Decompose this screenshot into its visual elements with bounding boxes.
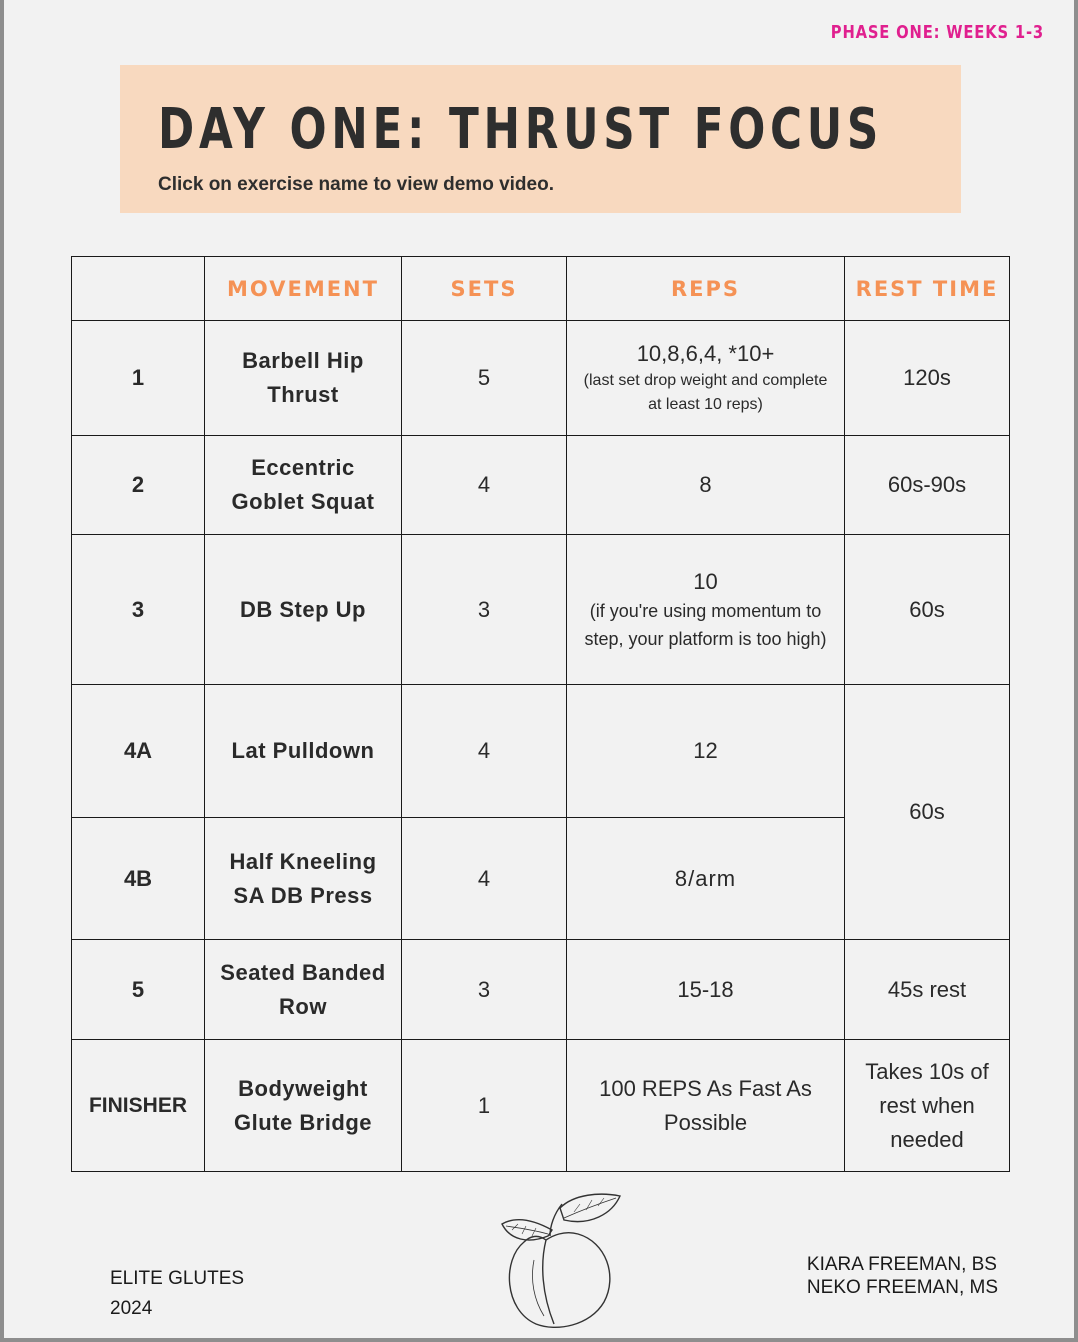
- table-row: [72, 1040, 1010, 1172]
- exercise-link[interactable]: Eccentric Goblet Squat: [205, 436, 402, 535]
- rest-cell: 60s: [845, 535, 1010, 685]
- exercise-number: 4A: [72, 685, 205, 818]
- reps-cell: [567, 321, 845, 436]
- header-rest-time: REST TIME: [845, 257, 1010, 321]
- footer-author-1: KIARA FREEMAN, BS: [806, 1254, 997, 1275]
- reps-value: 10: [693, 568, 718, 594]
- reps-value: 10,8,6,4, *10+: [636, 341, 775, 366]
- exercise-number: 5: [72, 940, 205, 1040]
- exercise-link[interactable]: Seated Banded Row: [205, 940, 402, 1040]
- exercise-number: 3: [72, 535, 205, 685]
- sets-cell: 3: [402, 535, 567, 685]
- reps-cell: 12: [567, 685, 845, 818]
- sets-cell: 4: [402, 436, 567, 535]
- exercise-number: 2: [72, 436, 205, 535]
- page-subtitle: Click on exercise name to view demo video.: [158, 174, 554, 195]
- exercise-link[interactable]: Bodyweight Glute Bridge: [205, 1040, 402, 1172]
- rest-cell: 120s: [845, 321, 1010, 436]
- exercise-number: FINISHER: [72, 1040, 205, 1172]
- peach-icon: [494, 1190, 624, 1332]
- phase-label: PHASE ONE: WEEKS 1-3: [830, 22, 1044, 43]
- sets-cell: 1: [402, 1040, 567, 1172]
- sets-cell: 3: [402, 940, 567, 1040]
- exercise-link[interactable]: Barbell Hip Thrust: [205, 321, 402, 436]
- reps-note: (if you're using momentum to step, your platform is too high): [584, 600, 827, 649]
- table-row: [72, 685, 1010, 818]
- reps-cell: 8: [567, 436, 845, 535]
- header-movement: MOVEMENT: [205, 257, 402, 321]
- table-row: [72, 436, 1010, 535]
- sets-cell: 5: [402, 321, 567, 436]
- rest-cell: 60s-90s: [845, 436, 1010, 535]
- table-row: [72, 535, 1010, 685]
- exercise-number: 4B: [72, 818, 205, 940]
- table-header-row: [72, 257, 1010, 321]
- reps-note: (last set drop weight and complete at least 10 reps): [583, 372, 828, 413]
- page-title: DAY ONE: THRUST FOCUS: [158, 97, 884, 162]
- table-row: [72, 321, 1010, 436]
- sets-cell: 4: [402, 818, 567, 940]
- reps-cell: [567, 535, 845, 685]
- footer-author-2: NEKO FREEMAN, MS: [806, 1277, 998, 1298]
- exercise-link[interactable]: Half Kneeling SA DB Press: [205, 818, 402, 940]
- workout-table: [71, 256, 1010, 1172]
- rest-cell: 45s rest: [845, 940, 1010, 1040]
- header-sets: SETS: [402, 257, 567, 321]
- rest-cell: 60s: [845, 685, 1010, 940]
- exercise-link[interactable]: Lat Pulldown: [205, 685, 402, 818]
- footer-year: 2024: [110, 1298, 153, 1319]
- footer-authors: [807, 1253, 998, 1299]
- title-banner: [120, 65, 961, 213]
- rest-cell: Takes 10s of rest when needed: [845, 1040, 1010, 1172]
- table-row: [72, 940, 1010, 1040]
- reps-cell: 15-18: [567, 940, 845, 1040]
- reps-cell: 100 REPS As Fast As Possible: [567, 1040, 845, 1172]
- exercise-link[interactable]: DB Step Up: [205, 535, 402, 685]
- footer-brand: ELITE GLUTES: [110, 1268, 245, 1289]
- footer-brand-block: [110, 1264, 244, 1324]
- header-blank: [72, 257, 205, 321]
- exercise-number: 1: [72, 321, 205, 436]
- reps-cell: 8/arm: [567, 818, 845, 940]
- header-reps: REPS: [567, 257, 845, 321]
- sets-cell: 4: [402, 685, 567, 818]
- page: [4, 0, 1074, 1338]
